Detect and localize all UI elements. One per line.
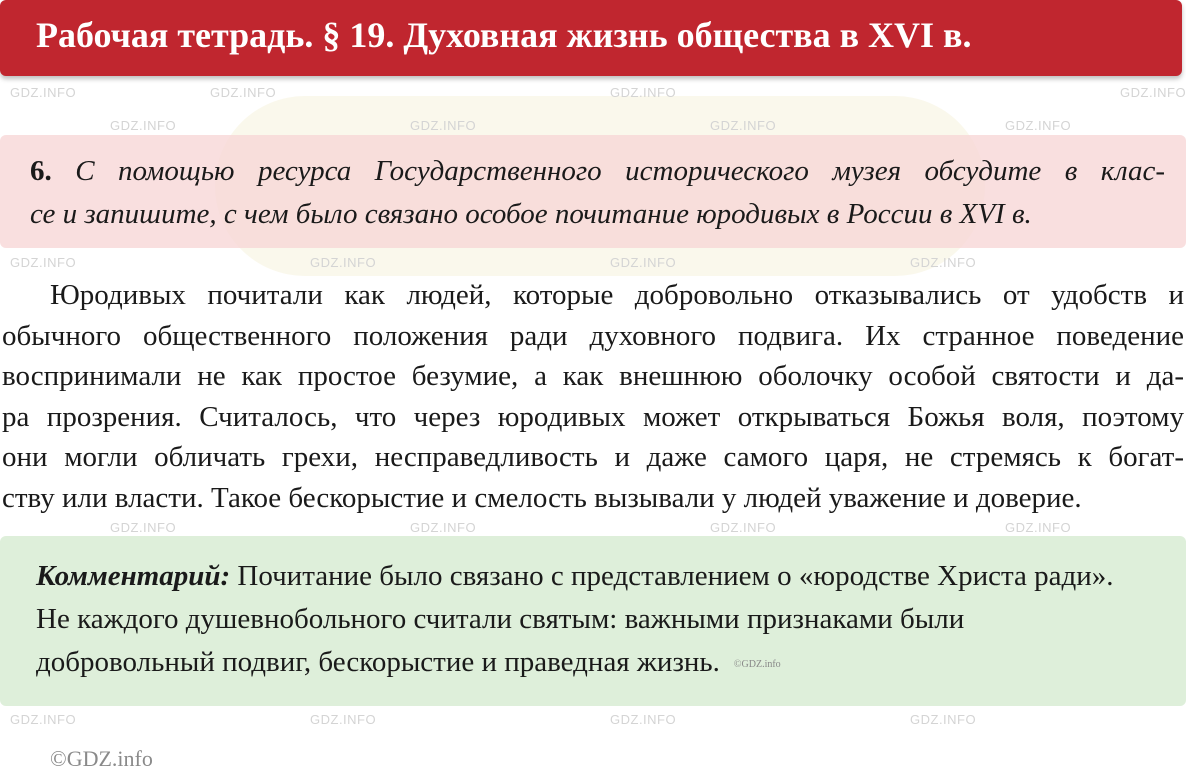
footer-copyright: ©GDZ.info <box>50 746 153 771</box>
watermark: GDZ.INFO <box>610 255 677 270</box>
answer-line: ству или власти. Такое бескорыстие и смелость вызывали у людей уважение и доверие. <box>2 481 1082 514</box>
answer-line: обычного общественного положения ради духовного подвига. Их странное поведение <box>2 319 1184 352</box>
watermark: GDZ.INFO <box>610 712 677 727</box>
watermark: GDZ.INFO <box>710 520 777 535</box>
comment-label: Комментарий: <box>36 560 231 592</box>
watermark: GDZ.INFO <box>310 255 377 270</box>
comment-body: Почитание было связано с представлением о «юродстве Христа ради». Не каждого душевнобольного считали святым: важными признаками были добровольный подвиг, бескорыстие и праведная жизнь. <box>36 560 1114 678</box>
task-number: 6. <box>30 155 52 187</box>
comment-copyright: ©GDZ.info <box>733 658 781 670</box>
watermark: GDZ.INFO <box>10 85 77 100</box>
answer-line: ра прозрения. Считалось, что через юродивых может открываться Божья воля, поэтому <box>2 400 1184 433</box>
watermark: GDZ.INFO <box>910 712 977 727</box>
task-question-line-1: С помощью ресурса Государственного исторического музея обсудите в клас- <box>75 155 1165 187</box>
answer-line: они могли обличать грехи, несправедливость и даже самого царя, не стремясь к богат- <box>2 441 1184 473</box>
task-question-line-2: се и запишите, с чем было связано особое почитание юродивых в России в XVI в. <box>30 198 1032 230</box>
watermark: GDZ.INFO <box>110 118 177 133</box>
watermark: GDZ.INFO <box>710 118 777 133</box>
watermark: GDZ.INFO <box>1120 85 1186 100</box>
watermark: GDZ.INFO <box>410 520 477 535</box>
watermark: GDZ.INFO <box>1005 118 1072 133</box>
answer-line: Юродивых почитали как людей, которые добровольно отказывались от удобств и <box>50 279 1184 311</box>
page-title: Рабочая тетрадь. § 19. Духовная жизнь общества в XVI в. <box>36 15 972 55</box>
header-bar <box>0 0 1182 76</box>
answer-line: воспринимали не как простое безумие, а как внешнюю оболочку особой святости и да- <box>2 360 1184 392</box>
watermark: GDZ.INFO <box>10 712 77 727</box>
watermark: GDZ.INFO <box>410 118 477 133</box>
watermark: GDZ.INFO <box>10 255 77 270</box>
task-line <box>30 150 1165 193</box>
watermark: GDZ.INFO <box>610 85 677 100</box>
task-text <box>30 150 1165 236</box>
watermark: GDZ.INFO <box>210 85 277 100</box>
comment-text <box>36 555 1146 686</box>
watermark: GDZ.INFO <box>1005 520 1072 535</box>
answer-text <box>2 275 1184 518</box>
watermark: GDZ.INFO <box>310 712 377 727</box>
watermark: GDZ.INFO <box>910 255 977 270</box>
watermark: GDZ.INFO <box>110 520 177 535</box>
